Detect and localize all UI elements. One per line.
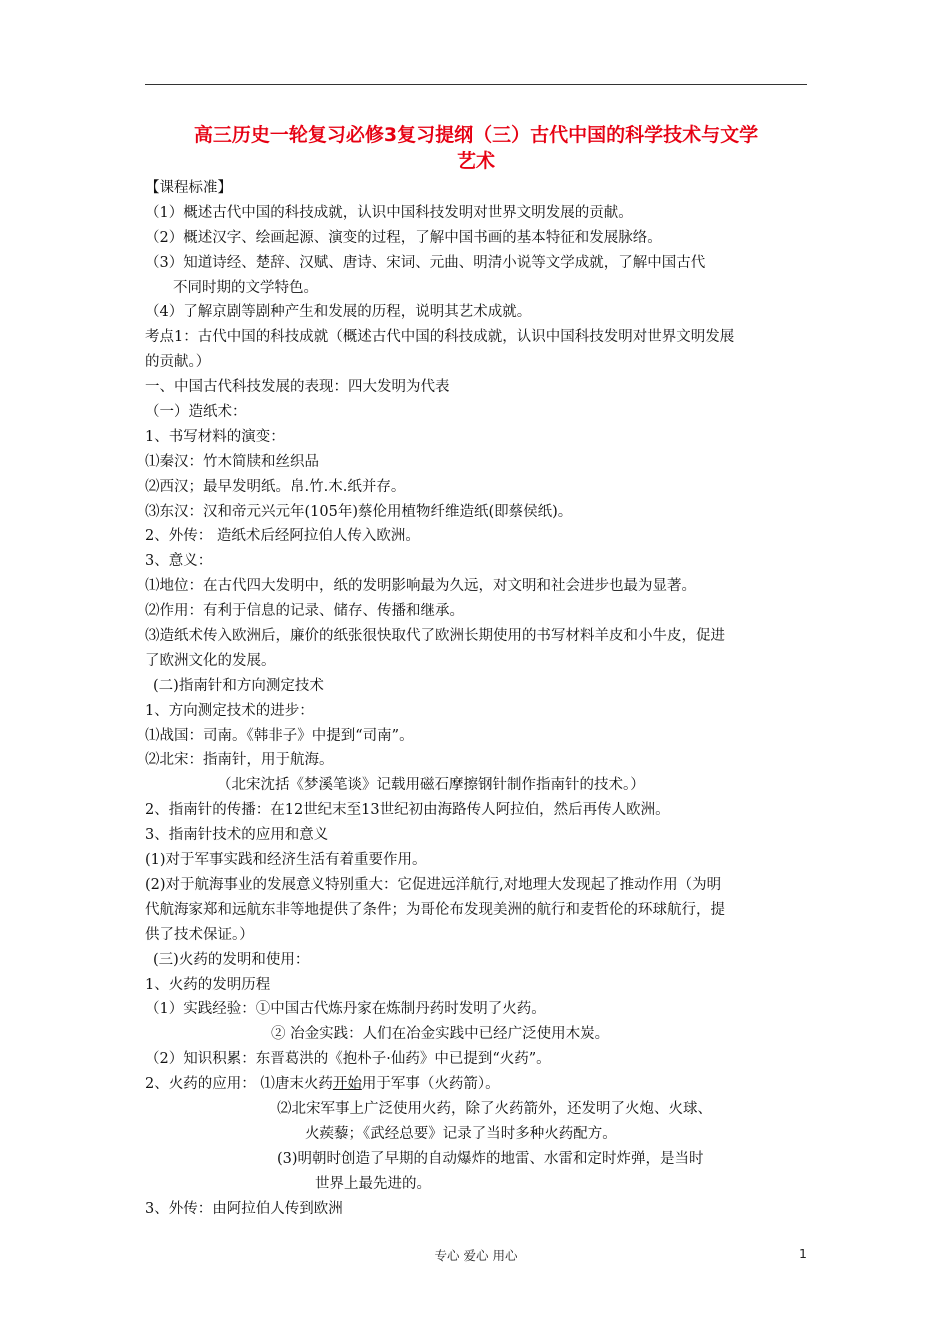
list-item: ⑵作用：有利于信息的记录、储存、传播和继承。 (145, 603, 464, 620)
list-item-continuation: (3)明朝时创造了早期的自动爆炸的地雷、水雷和定时炸弹，是当时 (277, 1150, 704, 1167)
subsection-heading: (三)火药的发明和使用： (153, 951, 310, 968)
list-item (145, 1072, 810, 1097)
list-item: ⑵北宋：指南针，用于航海。 (145, 752, 334, 769)
list-item: （2）知识积累：东晋葛洪的《抱朴子·仙药》中已提到“火药”。 (145, 1051, 551, 1068)
list-item-continuation: 代航海家郑和远航东非等地提供了条件；为哥伦布发现美洲的航行和麦哲伦的环球航行，提 (145, 901, 725, 918)
list-item: ⑵西汉；最早发明纸。帛.竹.木.纸并存。 (145, 478, 406, 495)
point-heading: 1、火药的发明历程 (145, 976, 271, 993)
document-body (145, 176, 810, 1221)
list-item-continuation: ② 冶金实践：人们在冶金实践中已经广泛使用木炭。 (271, 1026, 610, 1043)
list-item-continuation: 了欧洲文化的发展。 (145, 652, 276, 669)
standard-item-continuation: 不同时期的文学特色。 (173, 279, 318, 296)
list-item: （1）实践经验：①中国古代炼丹家在炼制丹药时发明了火药。 (145, 1001, 546, 1018)
subsection-heading: （一）造纸术： (145, 404, 247, 421)
standard-item: （2）概述汉字、绘画起源、演变的过程，了解中国书画的基本特征和发展脉络。 (145, 229, 662, 246)
text-segment: 2、火药的应用： ⑴唐末火药 (145, 1076, 333, 1093)
list-item: ⑶东汉：汉和帝元兴元年(105年)蔡伦用植物纤维造纸(即蔡侯纸)。 (145, 503, 573, 520)
list-item-continuation: 供了技术保证。） (145, 926, 254, 943)
point-heading: 3、意义： (145, 553, 213, 570)
standard-item: （1）概述古代中国的科技成就，认识中国科技发明对世界文明发展的贡献。 (145, 204, 633, 221)
point-heading: 3、外传：由阿拉伯人传到欧洲 (145, 1200, 343, 1217)
list-item-continuation: 火蒺藜；《武经总要》记录了当时多种火药配方。 (305, 1125, 617, 1142)
document-title (145, 122, 807, 174)
section-heading: 一、中国古代科技发展的表现：四大发明为代表 (145, 379, 450, 396)
point-heading: 1、方向测定技术的进步： (145, 702, 314, 719)
list-item-continuation: 世界上最先进的。 (315, 1175, 431, 1192)
subsection-heading: (二)指南针和方向测定技术 (153, 677, 324, 694)
footer-motto: 专心 爱心 用心 (434, 1248, 518, 1263)
list-item: (2)对于航海事业的发展意义特别重大：它促进远洋航行,对地理大发现起了推动作用（为明 (145, 876, 722, 893)
point-heading: 1、书写材料的演变： (145, 428, 285, 445)
exam-point-continuation: 的贡献。） (145, 354, 211, 371)
list-item: ⑴地位：在古代四大发明中，纸的发明影响最为久远，对文明和社会进步也最为显著。 (145, 578, 696, 595)
note-paragraph: （北宋沈括《梦溪笔谈》记载用磁石摩擦钢针制作指南针的技术。） (217, 777, 645, 794)
list-item: (1)对于军事实践和经济生活有着重要作用。 (145, 852, 427, 869)
list-item: ⑴秦汉：竹木简牍和丝织品 (145, 453, 319, 470)
standard-item: （4）了解京剧等剧种产生和发展的历程，说明其艺术成就。 (145, 304, 532, 321)
list-item: ⑶造纸术传入欧洲后，廉价的纸张很快取代了欧洲长期使用的书写材料羊皮和小牛皮，促进 (145, 628, 725, 645)
text-segment: 用于军事（火药箭）。 (361, 1076, 500, 1093)
title-line-1: 高三历史一轮复习必修3复习提纲（三）古代中国的科学技术与文学 (193, 124, 759, 146)
point-heading: 2、指南针的传播：在12世纪末至13世纪初由海路传人阿拉伯，然后再传人欧洲。 (145, 802, 670, 819)
list-item: ⑴战国：司南。《韩非子》中提到“司南”。 (145, 727, 414, 744)
section-heading: 【课程标准】 (145, 180, 232, 196)
point-heading: 2、外传： 造纸术后经阿拉伯人传入欧洲。 (145, 528, 420, 545)
list-item-continuation: ⑵北宋军事上广泛使用火药，除了火药箭外，还发明了火炮、火球、 (277, 1100, 712, 1117)
point-heading: 3、指南针技术的应用和意义 (145, 827, 329, 844)
underlined-text: 开始 (332, 1076, 362, 1093)
standard-item: （3）知道诗经、楚辞、汉赋、唐诗、宋词、元曲、明清小说等文学成就，了解中国古代 (145, 254, 706, 271)
exam-point: 考点1：古代中国的科技成就（概述古代中国的科技成就，认识中国科技发明对世界文明发展 (145, 329, 735, 346)
page-number: 1 (799, 1246, 807, 1261)
title-line-2: 艺术 (456, 150, 495, 172)
header-rule (145, 84, 807, 85)
